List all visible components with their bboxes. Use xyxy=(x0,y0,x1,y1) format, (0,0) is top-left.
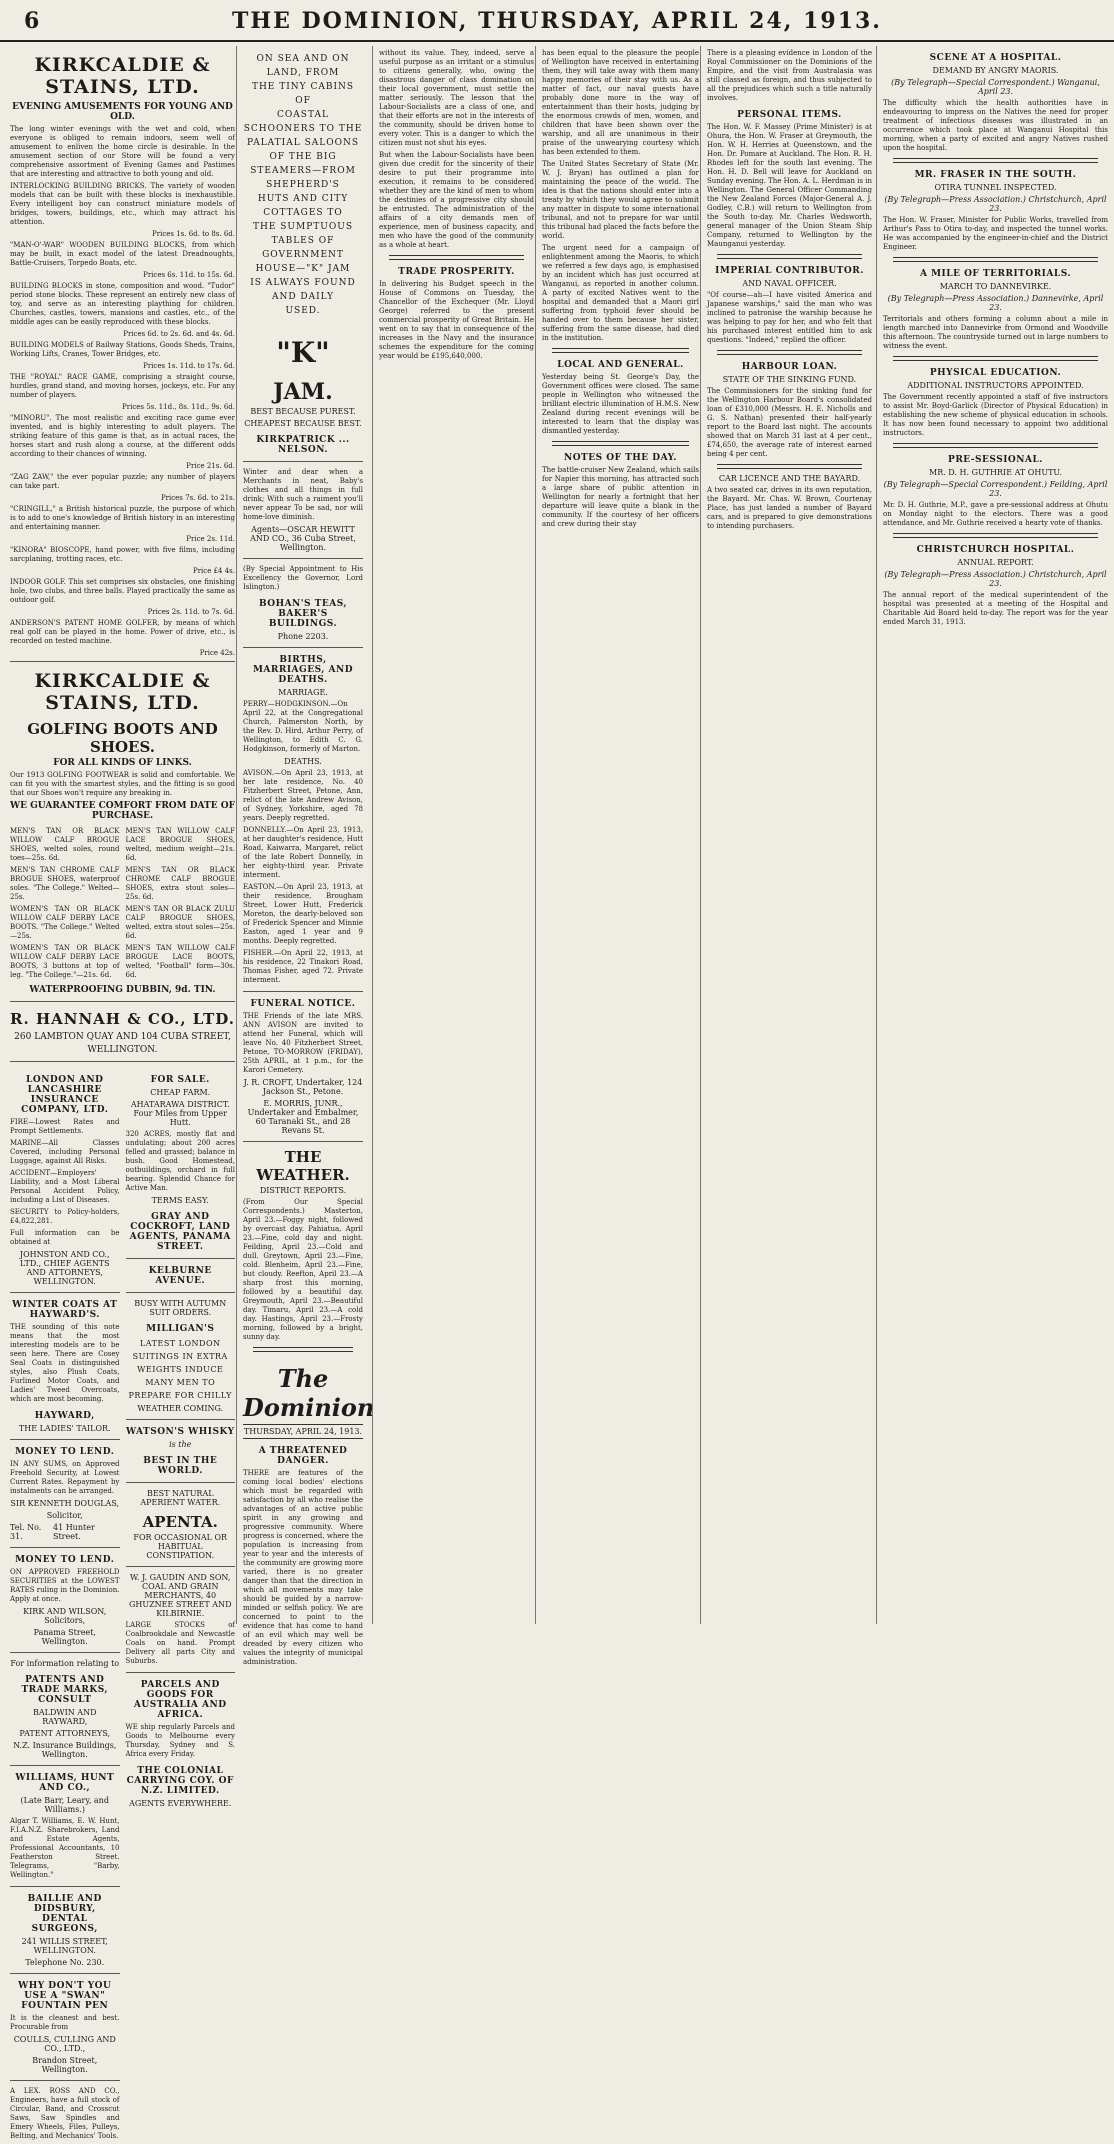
notes-heading: NOTES OF THE DAY. xyxy=(563,453,678,463)
divider xyxy=(10,1292,120,1293)
k-jam-maker: KIRKPATRICK ... NELSON. xyxy=(256,435,350,455)
boots-heading: GOLFING BOOTS AND SHOES. xyxy=(27,720,218,756)
money2-body: ON APPROVED FREEHOLD SECURITIES at the LOWEST RATES ruling in the Dominion. Apply at once. xyxy=(10,1568,120,1603)
left-classifieds xyxy=(10,1068,120,2144)
territorials-body: Territorials and others forming a column about a mile in length marched into Dannevirke from Ormond and Woodville this afternoon. The countryside turned out in large numbers to witness the event. xyxy=(883,315,1108,350)
amusement-item: THE "ROYAL" RACE GAME, comprising a straight course, hurdles, grand stand, and moving horses, jockeys, etc. For any number of players. xyxy=(10,373,235,399)
money1-footer xyxy=(10,1523,120,1541)
hewitt-agents: Agents—OSCAR HEWITT AND CO., 36 Cuba Street, Wellington. xyxy=(250,525,356,552)
marriage-heading: MARRIAGE. xyxy=(278,688,328,697)
maoris-article: The urgent need for a campaign of enlightenment among the Maoris, to which we referred a few days ago, is emphasised by an incident which has just occurred at Wanganui, as reported in another column. A party of excited Natives went to the hospital and demanded that a Maori girl suffering from typhoid fever should be handed over to them because her sister, suffering from the same disease, had died in the institution. xyxy=(542,244,699,342)
column-3 xyxy=(372,46,540,1624)
local-heading: LOCAL AND GENERAL. xyxy=(557,360,684,370)
amusement-price: Price 21s. 6d. xyxy=(186,462,235,470)
boot-item: MEN'S TAN WILLOW CALF BROGUE LACE BOOTS, welted, "Football" form—30s. 6d. xyxy=(125,944,235,979)
watsons-name: WATSON'S WHISKY xyxy=(126,1427,235,1437)
divider xyxy=(717,464,862,469)
marriage-notice: PERRY—HODGKINSON.—On April 22, at the Congregational Church, Palmerston North, by the Rev. D. Hird, Arthur Perry, of Wellington, to Edith C. G. Hodgkinson, formerly of Marton. xyxy=(243,700,363,753)
local-body: Yesterday being St. George's Day, the Government offices were closed. The same people in Wellington who witnessed the brilliant electric illumination of H.M.S. New Zealand during recent evenings will be interested to learn that the display was dismantled yesterday. xyxy=(542,373,699,435)
divider xyxy=(10,1886,120,1887)
column-5 xyxy=(700,46,878,1624)
divider xyxy=(10,2080,120,2081)
masthead-title: THE DOMINION, THURSDAY, APRIL 24, 1913. xyxy=(232,8,882,34)
presessional-dateline: (By Telegraph—Special Correspondent.) Feilding, April 23. xyxy=(883,480,1108,498)
amusement-item: BUILDING BLOCKS in stone, composition and wood. "Tudor" period stone blocks. These represent an entirely new class of toy, and serve as an interesting plaything for children. Churches, castles, towers, mansions and castles, etc., of the middle ages can be easily reproduced with these blocks. xyxy=(10,282,235,326)
boot-item: MEN'S TAN CHROME CALF BROGUE SHOES, waterproof soles. "The College." Welted—25s. xyxy=(10,866,120,901)
fraser-sub: OTIRA TUNNEL INSPECTED. xyxy=(934,183,1057,192)
gaudin-name: W. J. GAUDIN AND SON, COAL AND GRAIN MERCHANTS, 40 GHUZNEE STREET AND KILBIRNIE. xyxy=(129,1573,232,1618)
imperial-body: "Of course—ah—I have visited America and Japanese warships," said the man who was inclined to patronise the warship because he was helping to pay for her, and who felt that his purchased interest entitled him to ask questions. "Indeed," replied the officer. xyxy=(707,291,872,344)
insurance-heading: LONDON AND LANCASHIRE INSURANCE COMPANY, LTD. xyxy=(21,1075,109,1115)
shipping-line: ON SEA AND ON LAND, FROM xyxy=(256,54,350,78)
column-4-article: has been equal to the pleasure the people of Wellington have received in entertaining them, they will take away with them many happy memories of their stay with us. As a matter of fact, our naval guests have probably done more in the way of entertainment than their hosts, judging by the enormous crowds of men, women, and children that have been shown over the warship, and all are unanimous in their praise of the unwearying courtesy which has been extended to them. xyxy=(542,49,699,156)
right-classifieds xyxy=(126,1068,236,2144)
hayward-name: HAYWARD, xyxy=(34,1411,95,1421)
insurance-line: FIRE—Lowest Rates and Prompt Settlements. xyxy=(10,1118,120,1135)
boot-item: WOMEN'S TAN OR BLACK WILLOW CALF DERBY LACE BOOTS, 3 buttons at top of leg. "The College."—21s. 6d. xyxy=(10,944,120,979)
money2-name: KIRK AND WILSON, Solicitors, xyxy=(23,1607,107,1625)
harbour-sub: STATE OF THE SINKING FUND. xyxy=(722,375,857,384)
column-1 xyxy=(4,46,241,2140)
boots-footer: WATERPROOFING DUBBIN, 9d. TIN. xyxy=(29,985,216,995)
christchurch-body: The annual report of the medical superintendent of the hospital was presented at a meeting of the Hospital and Charitable Aid Board held to-day. The report was for the year ended March 31, 1913. xyxy=(883,591,1108,626)
car-heading: CAR LICENCE AND THE BAYARD. xyxy=(718,474,861,483)
divider xyxy=(10,1547,120,1548)
money2-heading: MONEY TO LEND. xyxy=(15,1555,115,1565)
column-6 xyxy=(876,46,1114,1624)
fraser-heading: MR. FRASER IN THE SOUTH. xyxy=(914,170,1077,180)
shipping-line: THE TINY CABINS OF xyxy=(251,82,355,106)
money2-addr: Panama Street, Wellington. xyxy=(33,1628,96,1646)
amusement-price: Prices 1s. 11d. to 17s. 6d. xyxy=(143,362,235,370)
money1-sub: Solicitor, xyxy=(46,1511,83,1520)
milligan-body: LATEST LONDON SUITINGS IN EXTRA WEIGHTS INDUCE MANY MEN TO PREPARE FOR CHILLY xyxy=(128,1339,232,1400)
apenta-head: BEST NATURAL APERIENT WATER. xyxy=(140,1489,221,1507)
divider xyxy=(10,1973,120,1974)
divider xyxy=(893,533,1098,538)
fraser-body: The Hon. W. Fraser, Minister for Public Works, travelled from Arthur's Pass to Otira to-day, and inspected the tunnel works. He was accompanied by the engineer-in-chief and the District Engineer. xyxy=(883,216,1108,251)
boots-intro: Our 1913 GOLFING FOOTWEAR is solid and comfortable. We can fit you with the smartest styles, and the fitting is so good that our Shoes won't require any breaking in. xyxy=(10,771,235,797)
death-notice: EASTON.—On April 23, 1913, at their residence, Brougham Street, Lower Hutt, Frederick Moreton, the dearly-beloved son of Frederick Spencer and Minnie Easton, aged 1 year and 9 months. Deeply regretted. xyxy=(243,883,363,945)
divider xyxy=(243,1141,363,1142)
kirkcaldie-firm-2: KIRKCALDIE & STAINS, LTD. xyxy=(34,670,211,714)
swan-name: COULLS, CULLING AND CO., LTD., xyxy=(13,2035,116,2053)
boot-item: MEN'S TAN OR BLACK CHROME CALF BROGUE SHOES, extra stout soles—25s. 6d. xyxy=(125,866,235,901)
christchurch-sub: ANNUAL REPORT. xyxy=(957,558,1034,567)
trade-heading: TRADE PROSPERITY. xyxy=(398,267,515,277)
scene-sub: DEMAND BY ANGRY MAORIS. xyxy=(932,66,1059,75)
imperial-heading: IMPERIAL CONTRIBUTOR. xyxy=(715,266,864,276)
leader-heading: A THREATENED DANGER. xyxy=(258,1446,348,1466)
divider xyxy=(552,348,689,353)
divider xyxy=(10,1652,120,1653)
divider xyxy=(10,1061,235,1062)
divider xyxy=(126,1672,236,1673)
weather-coming: WEATHER COMING. xyxy=(137,1404,224,1413)
busy-orders: BUSY WITH AUTUMN SUIT ORDERS. xyxy=(134,1299,227,1317)
divider xyxy=(10,1001,235,1002)
insurance-agents: JOHNSTON AND CO., LTD., CHIEF AGENTS AND ATTORNEYS, WELLINGTON. xyxy=(19,1250,110,1286)
divider xyxy=(126,1482,236,1483)
hannah-firm: R. HANNAH & CO., LTD. xyxy=(10,1010,235,1028)
weather-body: (From Our Special Correspondents.) Masterton, April 23.—Foggy night, followed by overcast day. Pahiatua, April 23.—Fine, cold day and night. Feilding, April 23.—Cold and dull. Greytown, April 23.—Fine, cold. Blenheim, April 23.—Fine, but cloudy. Reefton, April 23.—A sharp frost this morning, followed by a beautiful day. Greymouth, April 23.—Beautiful day. Timaru, April 23.—A cold day. Hastings, April 23.—Frosty morning, followed by a bright, sunny day. xyxy=(243,1198,363,1341)
boot-item: MEN'S TAN WILLOW CALF LACE BROGUE SHOES, welted, medium weight—21s. 6d. xyxy=(125,827,235,862)
divider xyxy=(126,1292,236,1293)
amusement-item: "ZAG ZAW," the ever popular puzzle; any number of players can take part. xyxy=(10,473,235,490)
scene-dateline: (By Telegraph—Special Correspondent.) Wanganui, April 23. xyxy=(891,78,1100,96)
engineers-body: A LEX. ROSS AND CO., Engineers, have a full stock of Circular, Band, and Crosscut Saws, Saw Spindles and Emery Wheels, Files, Pulleys, Belting, and Mechanics' Tools. xyxy=(10,2087,120,2140)
patents-intro: For information relating to xyxy=(10,1659,120,1668)
presessional-heading: PRE-SESSIONAL. xyxy=(948,455,1043,465)
boot-item: WOMEN'S TAN OR BLACK WILLOW CALF DERBY LACE BOOTS. "The College." Welted—25s. xyxy=(10,905,120,940)
amusement-price: Prices 6s. 11d. to 15s. 6d. xyxy=(143,271,235,279)
territorials-sub: MARCH TO DANNEVIRKE. xyxy=(939,282,1052,291)
kirkcaldie-amusements-ad xyxy=(10,54,235,662)
divider xyxy=(893,158,1098,163)
boot-item: MEN'S TAN OR BLACK ZULU CALF BROGUE SHOES, welted, extra stout soles—25s. 6d. xyxy=(125,905,235,940)
notes-body: The battle-cruiser New Zealand, which sails for Napier this morning, has attracted such a large share of public attention in Wellington for nearly a fortnight that her departure will leave quite a blank in the community. If the courtesy of her officers and crew during their stay xyxy=(542,466,699,528)
williams-body: Algar T. Williams, E. W. Hunt, F.I.A.N.Z. Sharebrokers, Land and Estate Agents, Professional Accountants, 10 Featherston Street. Telegrams, "Barby, Wellington." xyxy=(10,1817,120,1879)
coal-body: LARGE STOCKS of Coalbrookdale and Newcastle Coals on hand. Prompt Delivery all parts City and Suburbs. xyxy=(125,1621,235,1665)
amusement-price: Price 2s. 11d. xyxy=(186,535,235,543)
death-notice: DONNELLY.—On April 23, 1913, at her daughter's residence, Hutt Road, Kaiwarra, Margaret, relict of the late Robert Donnelly, in her eighty-third year. Private interment. xyxy=(243,826,363,879)
presessional-sub: MR. D. H. GUTHRIE AT OHUTU. xyxy=(929,468,1062,477)
bohans-name: BOHAN'S TEAS, BAKER'S BUILDINGS. xyxy=(258,599,348,629)
amusements-intro: The long winter evenings with the wet and cold, when everyone is obliged to remain indoors, seem well of amusement to enliven the home circle is desirable. In the amusement section of our Store will be found a very comprehensive assortment of Evening Games and Pastimes that are interesting and attractive to both young and old. xyxy=(10,125,235,178)
farm-acres: 320 ACRES, mostly flat and undulating; about 200 acres felled and grassed; balance in bush. Good Homestead, outbuildings, orchard in full bearing. Splendid Chance for Active Man. xyxy=(125,1130,235,1192)
deaths-heading: DEATHS. xyxy=(284,757,322,766)
divider xyxy=(243,647,363,648)
usa-article: The United States Secretary of State (Mr. W. J. Bryan) has outlined a plan for maintaining the peace of the world. The idea is that the nations should enter into a treaty by which they would agree to submit any matter in dispute to some international tribunal, and not to prepare for war until this tribunal had placed the facts before the world. xyxy=(542,160,699,240)
amusement-item: "MAN-O'-WAR" WOODEN BUILDING BLOCKS, from which may be built, in exact model of the latest Dreadnoughts, Battle-Cruisers, Torpedo Boats, etc. xyxy=(10,241,235,267)
parcels-body: WE ship regularly Parcels and Goods to Melbourne every Thursday, Sydney and S. Africa every Friday. xyxy=(125,1723,235,1758)
amusement-price: Prices 7s. 6d. to 21s. xyxy=(160,494,235,502)
insurance-line: SECURITY to Policy-holders, £4,822,281. xyxy=(10,1208,120,1225)
boots-guarantee: WE GUARANTEE COMFORT FROM DATE OF PURCHASE. xyxy=(10,801,235,821)
money1-heading: MONEY TO LEND. xyxy=(15,1447,115,1457)
swan-addr: Brandon Street, Wellington. xyxy=(32,2056,98,2074)
births-heading: BIRTHS, MARRIAGES, AND DEATHS. xyxy=(252,655,354,685)
personal-heading: PERSONAL ITEMS. xyxy=(737,110,842,120)
carrying-agents: AGENTS EVERYWHERE. xyxy=(129,1799,232,1808)
boots-left-list xyxy=(10,824,120,983)
weather-heading: THE WEATHER. xyxy=(256,1148,350,1184)
bohans-appointment: (By Special Appointment to His Excellency the Governor, Lord Islington.) xyxy=(243,565,363,591)
shipping-notice xyxy=(243,52,363,318)
amusement-price: Price £4 4s. xyxy=(193,567,235,575)
farm-district: AHATARAWA DISTRICT. Four Miles from Upper Hutt. xyxy=(130,1100,230,1127)
money1-name: SIR KENNETH DOUGLAS, xyxy=(10,1499,120,1508)
shipping-line: THE SUMPTUOUS TABLES OF xyxy=(252,222,354,246)
amusements-list xyxy=(10,182,235,657)
kelburne: KELBURNE AVENUE. xyxy=(148,1266,212,1286)
amusement-price: Prices 6d. to 2s. 6d. and 4s. 6d. xyxy=(123,330,235,338)
dominion-flag: The Dominion xyxy=(243,1364,375,1422)
physical-sub: ADDITIONAL INSTRUCTORS APPOINTED. xyxy=(907,381,1084,390)
divider xyxy=(243,991,363,992)
scene-heading: SCENE AT A HOSPITAL. xyxy=(929,53,1062,63)
funeral-undertaker: J. R. CROFT, Undertaker, 124 Jackson St., Petone. xyxy=(243,1078,363,1096)
insurance-lines xyxy=(10,1118,120,1226)
divider xyxy=(893,443,1098,448)
carrying-name: THE COLONIAL CARRYING COY. OF N.Z. LIMITED. xyxy=(126,1766,234,1796)
k-jam-title-2: JAM. xyxy=(273,379,333,405)
divider xyxy=(126,1258,236,1259)
trade-body: In delivering his Budget speech in the House of Commons on Tuesday, the Chancellor of the Exchequer (Mr. Lloyd George) referred to the present commercial prosperity of Great Britain. He went on to say that in consequence of the increases in the Navy and the insurance schemes the expenditure for the coming year would be £195,640,000. xyxy=(379,280,534,360)
watsons-best: BEST IN THE WORLD. xyxy=(143,1456,218,1476)
amusement-item: "CRINGILL," a British historical puzzle, the purpose of which is to add to one's knowledge of British history in an interesting and entertaining manner. xyxy=(10,505,235,531)
death-notice: FISHER.—On April 22, 1913, at his residence, 22 Tinakori Road, Thomas Fisher, aged 72. Private interment. xyxy=(243,949,363,984)
shipping-line: HUTS AND CITY COTTAGES TO xyxy=(257,194,349,218)
fraser-dateline: (By Telegraph—Press Association.) Christchurch, April 23. xyxy=(884,195,1107,213)
shipping-line: COASTAL SCHOONERS TO THE xyxy=(243,110,363,134)
column-2 xyxy=(236,46,375,1666)
amusement-item: INDOOR GOLF. This set comprises six obstacles, one finishing hole, two clubs, and three balls. Played practically the same as outdoor golf. xyxy=(10,578,235,604)
watsons-is-the: is the xyxy=(169,1440,192,1449)
dentist-tel: Telephone No. 230. xyxy=(25,1958,105,1967)
scene-body: The difficulty which the health authorities have in endeavouring to impress on the Natives the need for proper treatment of infectious diseases was illustrated in an occurrence which took place at Wanganui Hospital this morning, when a party of excited and angry Natives rushed upon the hospital. xyxy=(883,99,1108,152)
patents-addr: N.Z. Insurance Buildings, Wellington. xyxy=(13,1741,117,1759)
divider xyxy=(243,558,363,559)
patents-name: BALDWIN AND RAYWARD, xyxy=(33,1708,97,1726)
article-paragraph: But when the Labour-Socialists have been given due credit for the sincerity of their desire to put their programme into execution, it remains to be considered whether they are the kind of men to whom the destinies of a progressive city should be entrusted. The administration of the affairs of a city demands men of experience, men of business capacity, and men who have the good of the community as a whole at heart. xyxy=(379,151,534,249)
parcels-heading: PARCELS AND GOODS FOR AUSTRALIA AND AFRICA. xyxy=(133,1680,227,1720)
shipping-line: PALATIAL SALOONS OF THE BIG xyxy=(246,138,360,162)
christchurch-dateline: (By Telegraph—Press Association.) Christchurch, April 23. xyxy=(884,570,1107,588)
divider xyxy=(253,1347,353,1352)
hannah-ad xyxy=(10,1010,235,1055)
patents-heading: PATENTS AND TRADE MARKS, CONSULT xyxy=(21,1675,109,1705)
amusement-item: INTERLOCKING BUILDING BRICKS. The variety of wooden models that can be built with these blocks is inexhaustible. Every intelligent boy can construct miniature models of bridges, towers, buildings, etc., which may attract his attention. xyxy=(10,182,235,226)
divider xyxy=(10,1439,120,1440)
hannah-address: 260 LAMBTON QUAY AND 104 CUBA STREET, xyxy=(14,1032,231,1042)
hayward-body: THE sounding of this note means that the most interesting models are to be seen here. There are Cosey Seal Coats in distinguished styles, also Plush Coats, Furlined Motor Coats, and Ladies' Tweed Overcoats, which are most becoming. xyxy=(10,1323,120,1403)
divider xyxy=(717,254,862,259)
funeral-heading: FUNERAL NOTICE. xyxy=(250,999,356,1009)
amusement-price: Prices 2s. 11d. to 7s. 6d. xyxy=(147,608,235,616)
divider xyxy=(389,255,524,260)
hannah-city: WELLINGTON. xyxy=(87,1045,158,1055)
amusement-price: Price 42s. xyxy=(199,649,235,657)
divider xyxy=(717,350,862,355)
funeral-body: THE Friends of the late MRS. ANN AVISON are invited to attend her Funeral, which will leave No. 40 Fitzherbert Street, Petone, TO-MORROW (FRIDAY), 25th APRIL, at 1 p.m., for the Karori Cemetery. xyxy=(243,1012,363,1074)
k-jam-title: "K" xyxy=(276,336,330,369)
money1-addr: 41 Hunter Street. xyxy=(52,1523,95,1541)
boots-items xyxy=(10,824,235,983)
swan-heading: WHY DON'T YOU USE A "SWAN" FOUNTAIN PEN xyxy=(18,1981,112,2011)
imperial-sub: AND NAVAL OFFICER. xyxy=(742,279,837,288)
divider xyxy=(552,441,689,446)
dominion-dateline: THURSDAY, APRIL 24, 1913. xyxy=(243,1424,363,1439)
apenta-sub: FOR OCCASIONAL OR HABITUAL CONSTIPATION. xyxy=(133,1533,228,1560)
williams-sub: (Late Barr, Leary, and Williams.) xyxy=(20,1796,109,1814)
boots-subheading: FOR ALL KINDS OF LINKS. xyxy=(53,758,192,768)
amusement-price: Prices 5s. 11d., 8s. 11d., 9s. 6d. xyxy=(122,403,235,411)
weather-sub: DISTRICT REPORTS. xyxy=(259,1186,347,1195)
article-paragraph: without its value. They, indeed, serve a useful purpose as an irritant or a stimulus to citizens generally, who, owing the disastrous danger of class domination on their local government, must settle the matter seriously. The lesson that the Labour-Socialists are a class of one, and that their efforts are not in the interests of the community, should be driven home to every voter. This is a danger to which the citizen must not shut his eyes. xyxy=(379,49,534,147)
money1-body: IN ANY SUMS, on Approved Freehold Security, at Lowest Current Rates. Repayment by instalments can be arranged. xyxy=(10,1460,120,1495)
divider xyxy=(126,1566,236,1567)
physical-heading: PHYSICAL EDUCATION. xyxy=(929,368,1062,378)
dentist-addr: 241 WILLIS STREET, WELLINGTON. xyxy=(21,1937,108,1955)
column-5-article: There is a pleasing evidence in London of the Royal Commissioner on the Dominions of the Empire, and the visit from Australasia was still classed as foreign, and thus subjected to all the prejudices which such a title naturally involves. xyxy=(707,49,872,102)
divider xyxy=(10,1765,120,1766)
shipping-line: GOVERNMENT HOUSE—"K" JAM xyxy=(255,250,351,274)
territorials-dateline: (By Telegraph—Press Association.) Dannevirke, April 23. xyxy=(887,294,1104,312)
swan-body: It is the cleanest and best. Procurable from xyxy=(10,2014,120,2031)
divider xyxy=(126,1419,236,1420)
page-number: 6 xyxy=(24,8,40,34)
hayward-sub: THE LADIES' TAILOR. xyxy=(18,1424,111,1433)
divider xyxy=(893,356,1098,361)
personal-body: The Hon. W. F. Massey (Prime Minister) is at Ohura, the Hon. W. Fraser at Greymouth, the Hon. W. H. Herries at Queenstown, and the Hon. Dr. Pomare at Auckland. The Hon. R. H. Rhodes left for the south last evening. The Hon. H. D. Bell will leave for Auckland on Sunday evening. The Hon. A. L. Herdman is in Wellington. The General Officer Commanding the New Zealand Forces (Major-General A. J. Godley, C.B.) will return to Wellington from the South to-day. Mr. Charles Wedsworth, general manager of the Union Steam Ship Company, returned to Wellington by the Maunganui yesterday. xyxy=(707,123,872,248)
amusement-price: Prices 1s. 6d. to 8s. 6d. xyxy=(152,230,235,238)
divider xyxy=(243,461,363,462)
harbour-heading: HARBOUR LOAN. xyxy=(741,362,838,372)
hayward-heading: WINTER COATS AT HAYWARD'S. xyxy=(12,1300,118,1320)
column-3-articles xyxy=(379,49,534,250)
kirkcaldie-boots-ad xyxy=(10,670,235,995)
amusement-item: BUILDING MODELS of Railway Stations, Goods Sheds, Trains, Working Lifts, Cranes, Tower Bridges, etc. xyxy=(10,341,235,358)
williams-name: WILLIAMS, HUNT AND CO., xyxy=(15,1773,115,1793)
k-jam-line1: BEST BECAUSE PUREST. xyxy=(250,407,356,416)
farm-agents: GRAY AND COCKROFT, LAND AGENTS, PANAMA STREET. xyxy=(129,1212,231,1252)
amusements-heading: EVENING AMUSEMENTS FOR YOUNG AND OLD. xyxy=(12,102,233,122)
shipping-line: IS ALWAYS FOUND AND DAILY xyxy=(250,278,356,302)
deaths-list xyxy=(243,769,363,985)
harbour-body: The Commissioners for the sinking fund for the Wellington Harbour Board's consolidated loan of £310,000 (Messrs. H. E. Nicholls and G. S. Nathan) presented their half-yearly report to the Board last night. The accounts showed that on March 31 last at 4 per cent., £74,650, the average rate of interest earned being 4 per cent. xyxy=(707,387,872,458)
shipping-line: STEAMERS—FROM SHEPHERD'S xyxy=(250,166,356,190)
leader-body: THERE are features of the coming local bodies' elections which must be regarded with satisfaction by all who realise the advantages of an active public spirit in any growing and progressive community. Where progress is concerned, where the population is increasing from year to year and the interests of the community are growing more varied, there is no greater danger than that the direction in which all movements may take should be guided by a narrow-minded or selfish policy. We are concerned to point to the evidence that has come to hand of an evil which may well be dreaded by every citizen who values the integrity of municipal administration. xyxy=(243,1469,363,1666)
car-body: A two seated car, drives in its own reputation, the Bayard. Mr. Chas. W. Brown, Courtenay Place, has just landed a number of Bayard cars, and is prepared to give demonstrations to intending purchasers. xyxy=(707,486,872,530)
milligan-name: MILLIGAN'S xyxy=(146,1324,215,1334)
boot-item: MEN'S TAN OR BLACK WILLOW CALF BROGUE SHOES, welted soles, round toes—25s. 6d. xyxy=(10,827,120,862)
amusement-item: "MINORU". The most realistic and exciting race game ever invented, and is highly interesting to adult players. The striking feature of this game is that, as in actual races, the horses start and rush along a course, at the different odds according to their chances of winning. xyxy=(10,414,235,458)
cheap-farm: CHEAP FARM. xyxy=(150,1088,211,1097)
divider xyxy=(893,257,1098,262)
death-notice: AVISON.—On April 23, 1913, at her late residence, No. 40 Fitzherbert Street, Petone, Ann, relict of the late Andrew Avison, of Sydney, Yorkshire, aged 78 years. Deeply regretted. xyxy=(243,769,363,822)
hewitt-body: Winter and dear when a Merchants in neat, Baby's clothes and all things in full drink; With such a raiment you'll never appear To be sad, nor will home-love diminish. xyxy=(243,468,363,521)
presessional-body: Mr. D. H. Guthrie, M.P., gave a pre-sessional address at Ohutu on Monday night to the electors. There was a good attendance, and Mr. Guthrie received a hearty vote of thanks. xyxy=(883,501,1108,527)
insurance-line: MARINE—All Classes Covered, including Personal Luggage, against All Risks. xyxy=(10,1139,120,1165)
shipping-line: USED. xyxy=(285,306,321,316)
farm-terms: TERMS EASY. xyxy=(151,1196,209,1205)
money1-tel: Tel. No. 31. xyxy=(10,1523,42,1541)
christchurch-heading: CHRISTCHURCH HOSPITAL. xyxy=(916,545,1075,555)
dentist-name: BAILLIE AND DIDSBURY, DENTAL SURGEONS, xyxy=(27,1894,102,1934)
k-jam-line2: CHEAPEST BECAUSE BEST. xyxy=(244,419,362,428)
masthead xyxy=(0,0,1114,42)
amusement-item: ANDERSON'S PATENT HOME GOLFER, by means of which real golf can be played in the home. Power of drive, etc., is recorded on tested machine. xyxy=(10,619,235,645)
physical-body: The Government recently appointed a staff of five instructors to assist Mr. Boyd-Garlick (Director of Physical Education) in establishing the new scheme of physical education in schools. It has now been found necessary to appoint two additional instructors. xyxy=(883,393,1108,437)
insurance-info: Full information can be obtained at xyxy=(10,1229,120,1246)
patents-sub: PATENT ATTORNEYS, xyxy=(19,1729,111,1738)
apenta-name: APENTA. xyxy=(142,1513,218,1531)
amusement-item: "KINORA" BIOSCOPE, hand power, with five films, including sarcplaning, trotting races, etc. xyxy=(10,546,235,563)
column-4 xyxy=(535,46,705,1624)
kirkcaldie-firm: KIRKCALDIE & STAINS, LTD. xyxy=(34,54,211,98)
funeral-morris: E. MORRIS, JUNR., Undertaker and Embalmer, 60 Taranaki St., and 28 Revans St. xyxy=(247,1099,359,1135)
bohans-phone: Phone 2203. xyxy=(277,632,329,641)
territorials-heading: A MILE OF TERRITORIALS. xyxy=(919,269,1072,279)
boots-right-list xyxy=(126,824,236,983)
forsale-heading: FOR SALE. xyxy=(150,1075,210,1085)
insurance-line: ACCIDENT—Employers' Liability, and a Most Liberal Personal Accident Policy, including a List of Diseases. xyxy=(10,1169,120,1204)
classified-row xyxy=(10,1068,235,2144)
